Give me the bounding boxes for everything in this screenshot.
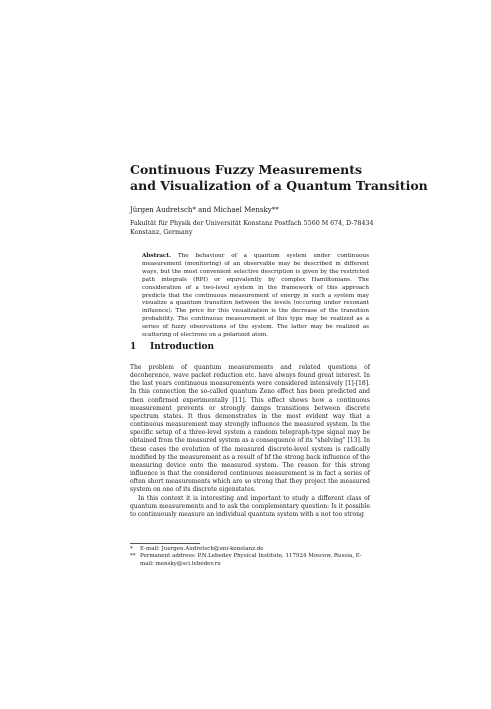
footnote-rule (130, 543, 200, 544)
section-title: Introduction (150, 342, 215, 352)
section-number: 1 (130, 342, 137, 352)
footnote-1 (130, 546, 370, 553)
abstract (142, 253, 369, 340)
paragraph-1: The problem of quantum measurements and related questions of decoherence, wave packet reduction etc. have always found great interest. In the last years continuous measurements were considered intensively [1]-[18]. In this connection the so-called quantum Zeno effect has been predicted and then confirmed experimentally [11]. This effect shows how a continuous measurement prevents or strongly damps transitions between discrete spectrum states. It thus demonstrates in the most evident way that a continuous measurement may strongly influence the measured system. In the specific setup of a three-level system a random telegraph-type signal may be obtained from the measured system as a consequence of its "shelving" [13]. In these cases the evolution of the measured discrete-level system is radically modified by the measurement as a result of bf the strong back influence of the measuring device onto the measured system. The reason for this strong influence is that the considered continuous measurement is in fact a series of often short measurements which are so strong that they project the measured system on one of its discrete eigenstates. (130, 364, 370, 494)
affiliation: Fakultät für Physik der Universität Konstanz Postfach 5560 M 674, D-78434 Konstanz, Germany (130, 220, 374, 236)
body-text (130, 364, 370, 519)
footnote-2-text: Permanent address: P.N.Lebedev Physical Institute, 117924 Moscow, Russia, E-mail: mensky@sci.lebedev.ru (140, 553, 362, 567)
paragraph-2: In this context it is interesting and important to study a different class of quantum measurements and to ask the complementary question: Is it possible to continuously measure an individual quantum system with a not too strong (130, 494, 370, 518)
footnotes (130, 546, 370, 568)
footnote-1-mark: * (130, 546, 133, 552)
title-line-1: Continuous Fuzzy Measurements (130, 162, 363, 177)
abstract-label: Abstract. (142, 253, 171, 259)
footnote-2 (130, 553, 370, 568)
section-heading (130, 342, 214, 353)
paper-title (130, 162, 430, 194)
authors: Jürgen Audretsch* and Michael Mensky** (130, 206, 279, 214)
footnote-1-text: E-mail: Juergen.Audretsch@uni-konstanz.de (140, 546, 264, 552)
abstract-text: The behaviour of a quantum system under continuous measurement (monitoring) of an observable may be described in different ways, but the most convenient selective description is given by the restricted path integrals (RPI) or equivalently by complex Hamiltonians. The consideration of a two-level system in the framework of this approach predicts that the continuous measurement of energy in such a system may visualize a quantum transition between the levels (occuring under resonant influence). The price for this visualization is the decrease of the transition probability. The continuous measurement of this type may be realized as a series of fuzzy observations of the system. The latter may be realized as scattering of electrons on a polarized atom. (142, 253, 369, 339)
title-line-2: and Visualization of a Quantum Transition (130, 178, 428, 193)
footnote-2-mark: ** (130, 553, 136, 560)
